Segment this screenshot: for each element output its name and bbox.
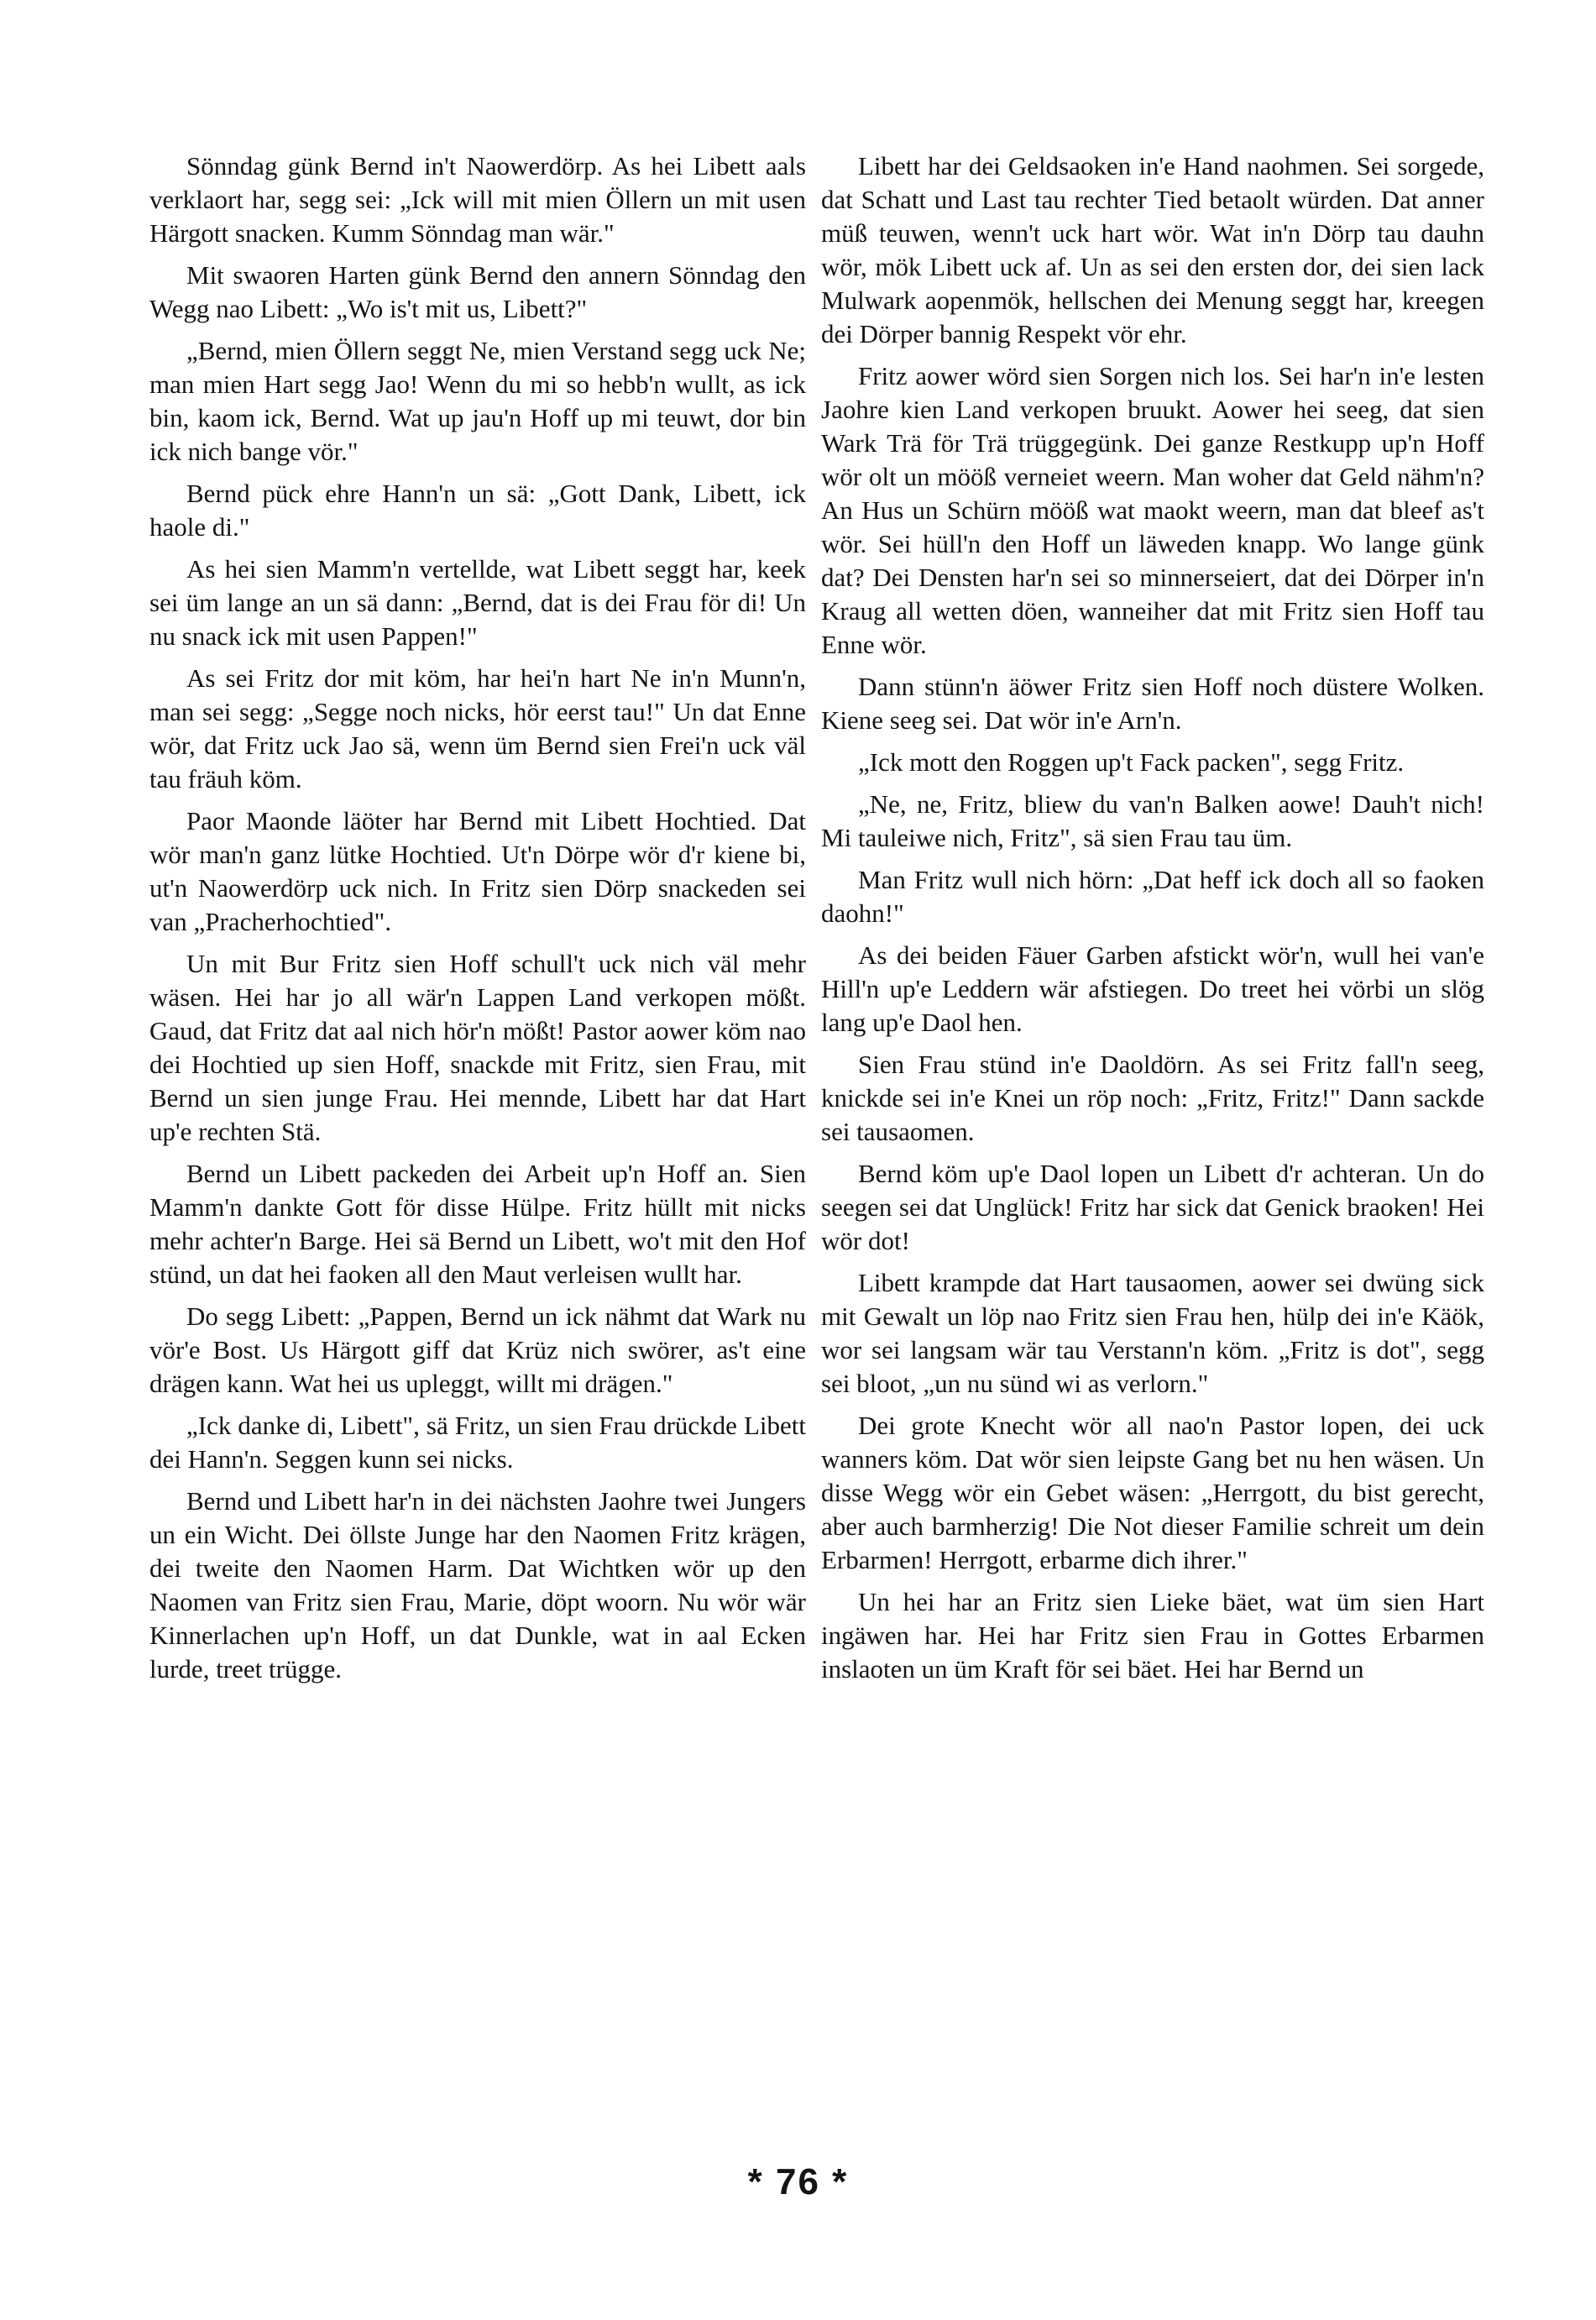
left-text-column (149, 149, 806, 1694)
paragraph: Do segg Libett: „Pappen, Bernd un ick nähmt dat Wark nu vör'e Bost. Us Härgott giff dat Krüz nich swörer, as't eine drägen kann. Wat hei us upleggt, willt mi drägen." (149, 1301, 806, 1398)
paragraph: Un hei har an Fritz sien Lieke bäet, wat üm sien Hart ingäwen har. Hei har Fritz sien Frau in Gottes Erbarmen inslaoten un üm Kraft för sei bäet. Hei har Bernd un (821, 1587, 1484, 1684)
paragraph: As sei Fritz dor mit köm, har hei'n hart Ne in'n Munn'n, man sei segg: „Segge noch nicks, hör eerst tau!" Un dat Enne wör, dat Fritz uck Jao sä, wenn üm Bernd sien Frei'n uck väl tau fräuh köm. (149, 663, 806, 793)
paragraph: Libett krampde dat Hart tausaomen, aower sei dwüng sick mit Gewalt un löp nao Fritz sien Frau hen, hülp dei in'e Käök, wor sei langsam wär tau Verstann'n köm. „Fritz is dot", segg sei bloot, „un nu sünd wi as verlorn." (821, 1268, 1484, 1398)
paragraph: Paor Maonde läöter har Bernd mit Libett Hochtied. Dat wör man'n ganz lütke Hochtied. Ut'n Dörpe wör d'r kiene bi, ut'n Naowerdörp uck nich. In Fritz sien Dörp snackeden sei van „Pracherhochtied". (149, 806, 806, 936)
paragraph: Bernd und Libett har'n in dei nächsten Jaohre twei Jungers un ein Wicht. Dei öllste Junge har den Naomen Fritz krägen, dei tweite den Naomen Harm. Dat Wichtken wör up den Naomen van Fritz sien Frau, Marie, döpt woorn. Nu wör wär Kinnerlachen up'n Hoff, un dat Dunkle, wat in aal Ecken lurde, treet trügge. (149, 1486, 806, 1684)
paragraph: Sien Frau stünd in'e Daoldörn. As sei Fritz fall'n seeg, knickde sei in'e Knei un röp noch: „Fritz, Fritz!" Dann sackde sei tausaomen. (821, 1050, 1484, 1146)
paragraph: „Bernd, mien Öllern seggt Ne, mien Verstand segg uck Ne; man mien Hart segg Jao! Wenn du mi so hebb'n wullt, as ick bin, kaom ick, Bernd. Wat up jau'n Hoff up mi teuwt, dor bin ick nich bange vör." (149, 336, 806, 466)
paragraph: „Ne, ne, Fritz, bliew du van'n Balken aowe! Dauh't nich! Mi tauleiwe nich, Fritz", sä sien Frau tau üm. (821, 789, 1484, 852)
paragraph: Dei grote Knecht wör all nao'n Pastor lopen, dei uck wanners köm. Dat wör sien leipste Gang bet nu hen wäsen. Un disse Wegg wör ein Gebet wäsen: „Herrgott, du bist gerecht, aber auch barmherzig! Die Not dieser Familie schreit um dein Erbarmen! Herrgott, erbarme dich ihrer." (821, 1411, 1484, 1574)
paragraph: Dann stünn'n äöwer Fritz sien Hoff noch düstere Wolken. Kiene seeg sei. Dat wör in'e Arn'n. (821, 672, 1484, 735)
paragraph: „Ick mott den Roggen up't Fack packen", segg Fritz. (858, 747, 1405, 777)
paragraph: Libett har dei Geldsaoken in'e Hand naohmen. Sei sorgede, dat Schatt und Last tau rechter Tied betaolt würden. Dat anner müß teuwen, wenn't uck hart wör. Wat in'n Dörp tau dauhn wör, mök Libett uck af. Un as sei den ersten dor, dei sien lack Mulwark aopenmök, hellschen dei Menung seggt har, kreegen dei Dörper bannig Respekt vör ehr. (821, 151, 1484, 348)
paragraph: Fritz aower wörd sien Sorgen nich los. Sei har'n in'e lesten Jaohre kien Land verkopen bruukt. Aower hei seeg, dat sien Wark Trä för Trä trüggegünk. Dei ganze Restkupp up'n Hoff wör olt un mööß verneiet weern. Man woher dat Geld nähm'n? An Hus un Schürn mööß wat maokt weern, man dat bleef as't wör. Sei hüll'n den Hoff un läweden knapp. Wo lange günk dat? Dei Densten har'n sei so minnerseiert, dat dei Dörper in'n Kraug all wetten döen, wanneiher dat mit Fritz sien Hoff tau Enne wör. (821, 361, 1484, 659)
paragraph: Mit swaoren Harten günk Bernd den annern Sönndag den Wegg nao Libett: „Wo is't mit us, Libett?" (149, 260, 806, 323)
paragraph: Un mit Bur Fritz sien Hoff schull't uck nich väl mehr wäsen. Hei har jo all wär'n Lappen Land verkopen mößt. Gaud, dat Fritz dat aal nich hör'n mößt! Pastor aower köm nao dei Hochtied up sien Hoff, snackde mit Fritz, sien Frau, mit Bernd un sien junge Frau. Hei mennde, Libett har dat Hart up'e rechten Stä. (149, 949, 806, 1146)
right-text-column (821, 149, 1484, 1694)
paragraph: As dei beiden Fäuer Garben afstickt wör'n, wull hei van'e Hill'n up'e Leddern wär afstiegen. Do treet hei vörbi un slög lang up'e Daol hen. (821, 940, 1484, 1037)
paragraph: „Ick danke di, Libett", sä Fritz, un sien Frau drückde Libett dei Hann'n. Seggen kunn sei nicks. (149, 1411, 806, 1474)
paragraph: As hei sien Mamm'n vertellde, wat Libett seggt har, keek sei üm lange an un sä dann: „Bernd, dat is dei Frau för di! Un nu snack ick mit usen Pappen!" (149, 554, 806, 651)
page-number: * 76 * (747, 2161, 849, 2202)
paragraph: Man Fritz wull nich hörn: „Dat heff ick doch all so faoken daohn!" (821, 865, 1484, 928)
paragraph: Bernd köm up'e Daol lopen un Libett d'r achteran. Un do seegen sei dat Unglück! Fritz har sick dat Genick braoken! Hei wör dot! (821, 1159, 1484, 1255)
paragraph: Sönndag günk Bernd in't Naowerdörp. As hei Libett aals verklaort har, segg sei: „Ick will mit mien Öllern un mit usen Härgott snacken. Kumm Sönndag man wär." (149, 151, 806, 248)
paragraph: Bernd pück ehre Hann'n un sä: „Gott Dank, Libett, ick haole di." (149, 479, 806, 542)
paragraph: Bernd un Libett packeden dei Arbeit up'n Hoff an. Sien Mamm'n dankte Gott för disse Hülpe. Fritz hüllt mit nicks mehr achter'n Barge. Hei sä Bernd un Libett, wo't mit den Hof stünd, un dat hei faoken all den Maut verleisen wullt har. (149, 1159, 806, 1289)
